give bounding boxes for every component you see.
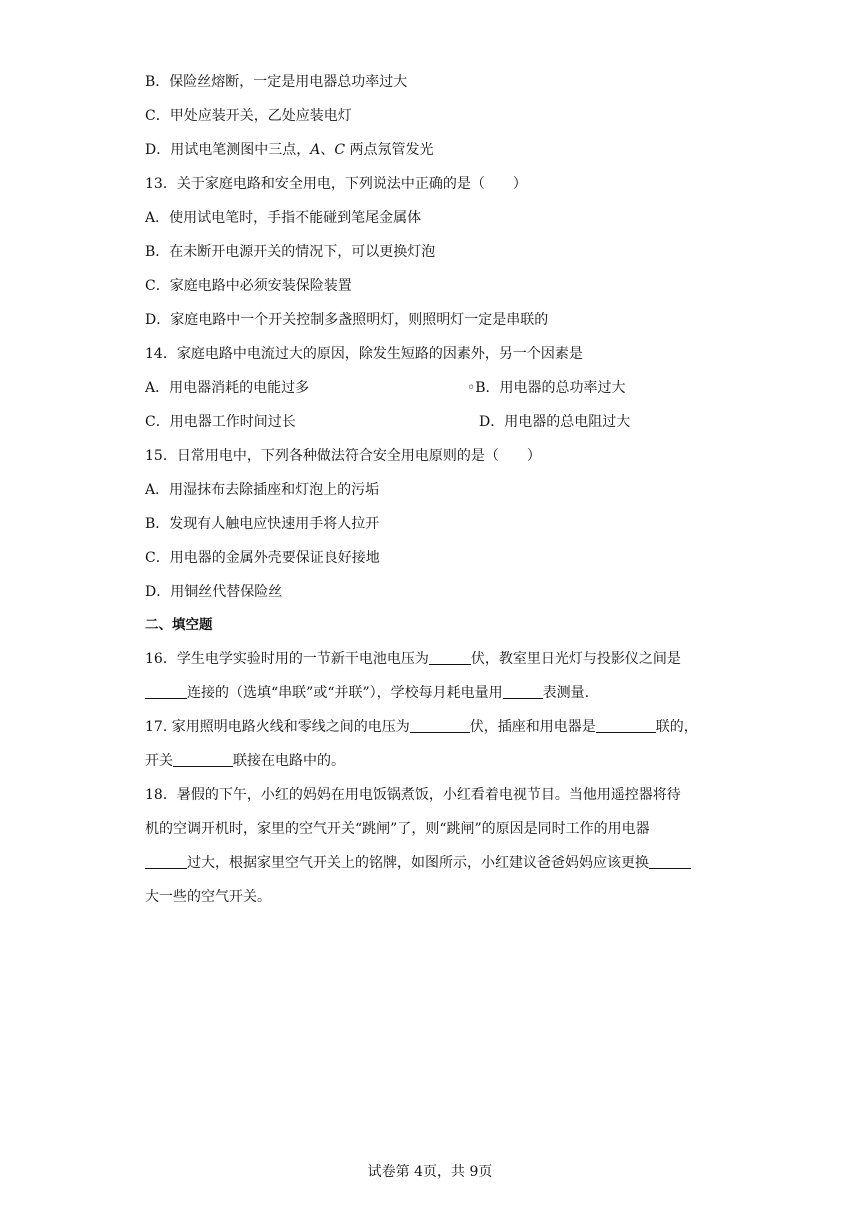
answer-blank (173, 752, 233, 767)
answer-blank (429, 650, 471, 665)
q12-option-b: B．保险丝熔断，一定是用电器总功率过大 (145, 74, 408, 90)
answer-blank (596, 718, 656, 733)
q14-option-b: ◦B．用电器的总功率过大 (467, 380, 626, 396)
answer-blank (649, 854, 691, 869)
q13-option-d: D．家庭电路中一个开关控制多盏照明灯，则照明灯一定是串联的 (145, 312, 549, 328)
q16-line-2: 连接的（选填“串联”或“并联”），学校每月耗电量用 表测量. (145, 683, 589, 703)
q18-line-2: 机的空调开机时，家里的空气开关“跳闸”了，则“跳闸”的原因是同时工作的用电器 (145, 821, 650, 837)
q16-line-1: 16．学生电学实验时用的一节新干电池电压为 伏，教室里日光灯与投影仪之间是 (145, 651, 681, 667)
answer-blank (145, 854, 187, 869)
q13-stem: 13．关于家庭电路和安全用电，下列说法中正确的是（ ） (145, 176, 527, 192)
q15-option-c: C．用电器的金属外壳要保证良好接地 (145, 550, 380, 566)
page-footer: 试卷第 4页，共 9页 (367, 1164, 493, 1180)
q15-option-a: A．用湿抹布去除插座和灯泡上的污垢 (145, 482, 380, 498)
q12-option-c: C．甲处应装开关，乙处应装电灯 (145, 108, 352, 124)
q13-option-c: C．家庭电路中必须安装保险装置 (145, 278, 352, 294)
q14-option-a: A．用电器消耗的电能过多 (145, 380, 310, 396)
q15-option-b: B．发现有人触电应快速用手将人拉开 (145, 516, 380, 532)
q18-line-4: 大一些的空气开关。 (145, 889, 271, 905)
q12-option-d: D．用试电笔测图中三点，A、C 两点氖管发光 (145, 142, 434, 158)
q13-option-a: A．使用试电笔时，手指不能碰到笔尾金属体 (145, 210, 422, 226)
answer-blank (145, 684, 187, 699)
answer-blank (410, 718, 470, 733)
q18-line-1: 18．暑假的下午，小红的妈妈在用电饭锅煮饭，小红看着电视节目。当他用遥控器将待 (145, 787, 681, 803)
q15-option-d: D．用铜丝代替保险丝 (145, 584, 283, 600)
q17-line-1: 17. 家用照明电路火线和零线之间的电压为 伏，插座和用电器是 联的， (145, 719, 698, 735)
q14-option-c: C．用电器工作时间过长 (145, 414, 296, 430)
section-heading-fill-blank: 二、填空题 (145, 617, 213, 633)
q13-option-b: B．在未断开电源开关的情况下，可以更换灯泡 (145, 244, 436, 260)
q15-stem: 15．日常用电中，下列各种做法符合安全用电原则的是（ ） (145, 448, 541, 464)
q17-line-2: 开关 联接在电路中的。 (145, 753, 345, 769)
q18-line-3: 过大，根据家里空气开关上的铭牌，如图所示，小红建议爸爸妈妈应该更换 (145, 853, 691, 873)
q14-option-d: D．用电器的总电阻过大 (479, 414, 631, 430)
answer-blank (503, 684, 543, 699)
q14-stem: 14．家庭电路中电流过大的原因，除发生短路的因素外，另一个因素是 (145, 346, 583, 362)
